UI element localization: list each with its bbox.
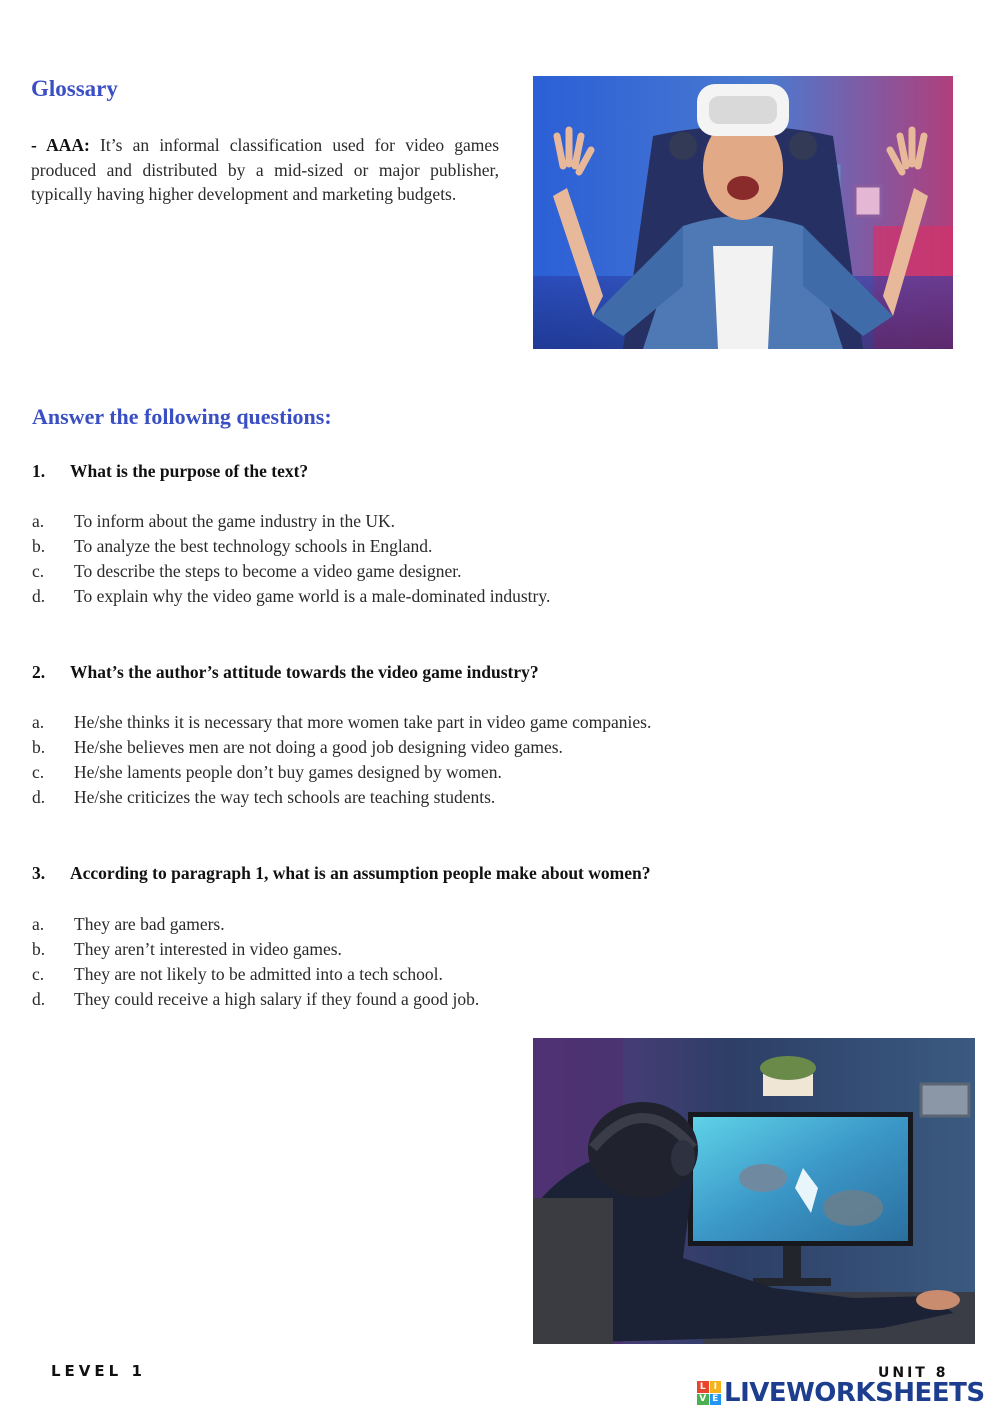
- option-text: To describe the steps to become a video game designer.: [74, 561, 462, 581]
- option-letter: b.: [32, 536, 46, 556]
- glossary-title: Glossary: [31, 76, 118, 101]
- option-letter: d.: [32, 989, 46, 1009]
- question-text: What is the purpose of the text?: [70, 461, 309, 481]
- option-d[interactable]: [32, 785, 651, 810]
- gamer-monitor-photo: [533, 1038, 975, 1344]
- option-c[interactable]: [32, 559, 550, 584]
- option-a[interactable]: [32, 710, 651, 735]
- liveworksheets-wordmark: LIVEWORKSHEETS: [724, 1378, 985, 1408]
- option-text: He/she laments people don’t buy games designed by women.: [74, 762, 502, 782]
- option-d[interactable]: [32, 987, 479, 1012]
- liveworksheets-icon: [697, 1381, 721, 1405]
- glossary-term: - AAA:: [31, 135, 90, 155]
- question-text: What’s the author’s attitude towards the video game industry?: [70, 662, 539, 682]
- glossary-definition: [31, 133, 499, 207]
- vr-headset-photo: [533, 76, 953, 349]
- option-b[interactable]: [32, 534, 550, 559]
- question-number: 2.: [32, 662, 46, 682]
- option-c[interactable]: [32, 962, 479, 987]
- option-letter: a.: [32, 511, 45, 531]
- question-2-options: [32, 710, 651, 810]
- option-a[interactable]: [32, 912, 479, 937]
- option-text: He/she believes men are not doing a good job designing video games.: [74, 737, 563, 757]
- option-b[interactable]: [32, 735, 651, 760]
- option-text: They aren’t interested in video games.: [74, 939, 342, 959]
- option-letter: b.: [32, 939, 46, 959]
- option-text: He/she thinks it is necessary that more women take part in video game companies.: [74, 712, 652, 732]
- option-b[interactable]: [32, 937, 479, 962]
- option-letter: a.: [32, 712, 45, 732]
- question-2: [32, 662, 539, 683]
- option-letter: c.: [32, 964, 45, 984]
- logo-tile-e: E: [710, 1394, 722, 1406]
- option-letter: c.: [32, 561, 45, 581]
- option-letter: a.: [32, 914, 45, 934]
- option-d[interactable]: [32, 584, 550, 609]
- question-text: According to paragraph 1, what is an assumption people make about women?: [70, 863, 651, 883]
- option-letter: c.: [32, 762, 45, 782]
- footer-level: LEVEL 1: [51, 1362, 146, 1380]
- option-text: They are not likely to be admitted into a tech school.: [74, 964, 443, 984]
- option-text: To explain why the video game world is a male-dominated industry.: [74, 586, 551, 606]
- option-text: He/she criticizes the way tech schools are teaching students.: [74, 787, 496, 807]
- option-letter: b.: [32, 737, 46, 757]
- option-letter: d.: [32, 787, 46, 807]
- option-a[interactable]: [32, 509, 550, 534]
- question-number: 1.: [32, 461, 46, 481]
- footer-unit: UNIT 8: [878, 1365, 949, 1381]
- option-letter: d.: [32, 586, 46, 606]
- question-1-options: [32, 509, 550, 609]
- question-1: [32, 461, 308, 482]
- logo-tile-i: I: [710, 1381, 722, 1393]
- question-3-options: [32, 912, 479, 1012]
- question-number: 3.: [32, 863, 46, 883]
- question-3: [32, 863, 650, 884]
- option-c[interactable]: [32, 760, 651, 785]
- glossary-definition-text: It’s an informal classification used for video games produced and distributed by a mid-sized or major publisher, typically having higher development and marketing budgets.: [31, 135, 500, 204]
- logo-tile-v: V: [697, 1394, 709, 1406]
- option-text: They could receive a high salary if they found a good job.: [74, 989, 480, 1009]
- liveworksheets-logo[interactable]: [697, 1378, 985, 1408]
- logo-tile-l: L: [697, 1381, 709, 1393]
- option-text: To analyze the best technology schools in England.: [74, 536, 433, 556]
- option-text: To inform about the game industry in the UK.: [74, 511, 396, 531]
- option-text: They are bad gamers.: [74, 914, 225, 934]
- questions-title: Answer the following questions:: [32, 404, 332, 429]
